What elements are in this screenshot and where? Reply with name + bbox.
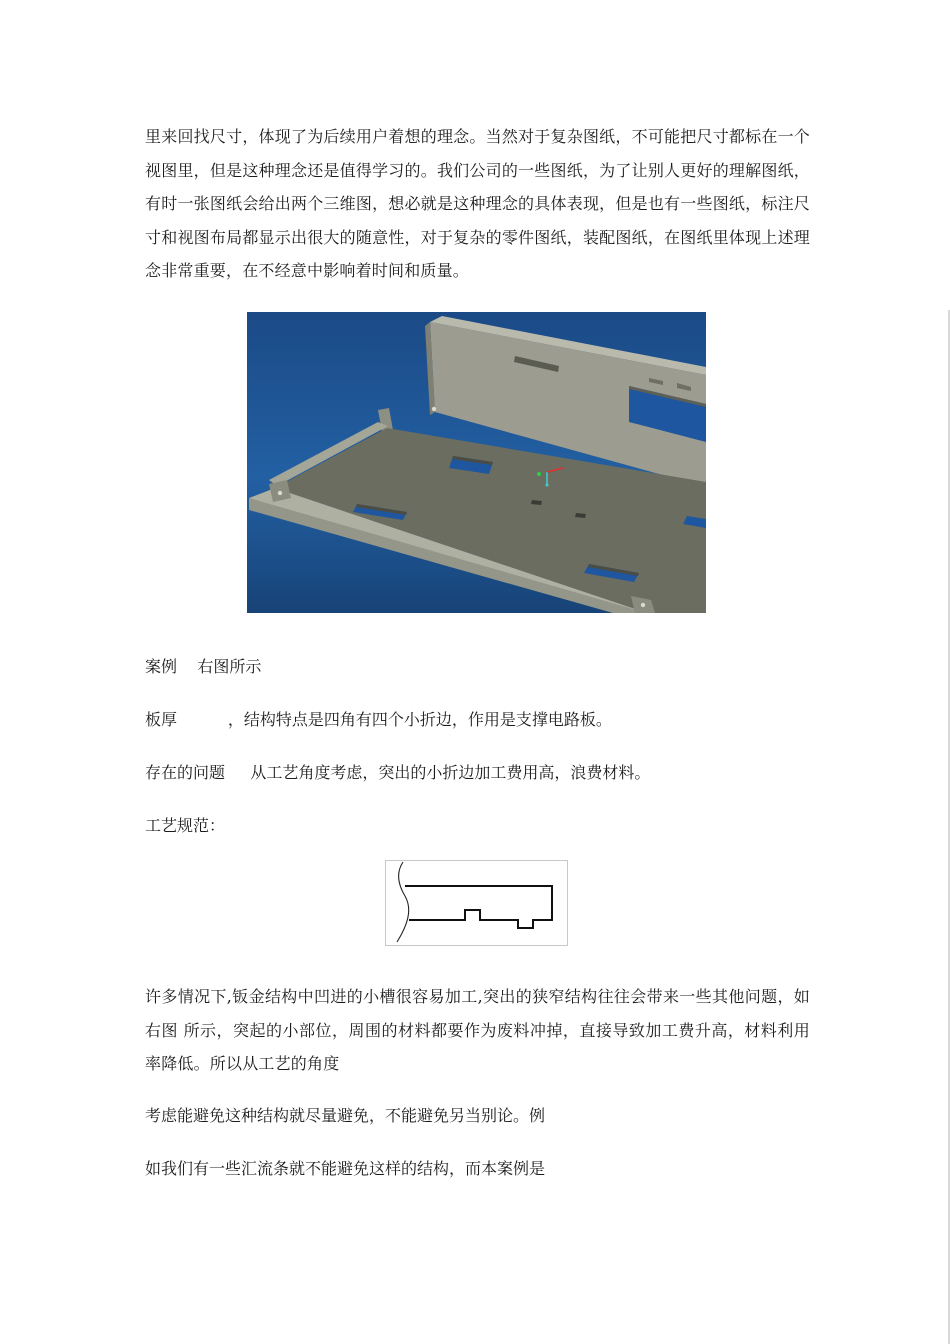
notch-profile-image [385, 860, 568, 946]
sheet-metal-render-image [247, 312, 706, 613]
case-line: 案例 右图所示 [145, 657, 262, 676]
busbar-line: 如我们有一些汇流条就不能避免这样的结构，而本案例是 [145, 1159, 546, 1178]
notch-profile-sketch-icon [385, 860, 568, 946]
sheet-metal-3d-render-icon [247, 312, 706, 613]
spec-heading: 工艺规范： [145, 816, 226, 835]
problem-line: 存在的问题 从工艺角度考虑，突出的小折边加工费用高，浪费材料。 [145, 763, 651, 782]
thickness-line: 板厚 ，结构特点是四角有四个小折边，作用是支撑电路板。 [145, 710, 612, 729]
body-paragraph: 许多情况下,钣金结构中凹进的小槽很容易加工,突出的狭窄结构往往会带来一些其他问题，如右图 所示，突起的小部位，周围的材料都要作为废料冲掉，直接导致加工费升高，材料利用率降低。所以从工艺的角度 [145, 987, 810, 1073]
avoid-line: 考虑能避免这种结构就尽量避免，不能避免另当别论。例 [145, 1106, 546, 1125]
intro-paragraph: 里来回找尺寸，体现了为后续用户着想的理念。当然对于复杂图纸，不可能把尺寸都标在一个视图里，但是这种理念还是值得学习的。我们公司的一些图纸，为了让别人更好的理解图纸，有时一张图纸会给出两个三维图，想必就是这种理念的具体表现，但是也有一些图纸，标注尺寸和视图布局都显示出很大的随意性，对于复杂的零件图纸，装配图纸，在图纸里体现上述理念非常重要，在不经意中影响着时间和质量。 [145, 127, 810, 280]
